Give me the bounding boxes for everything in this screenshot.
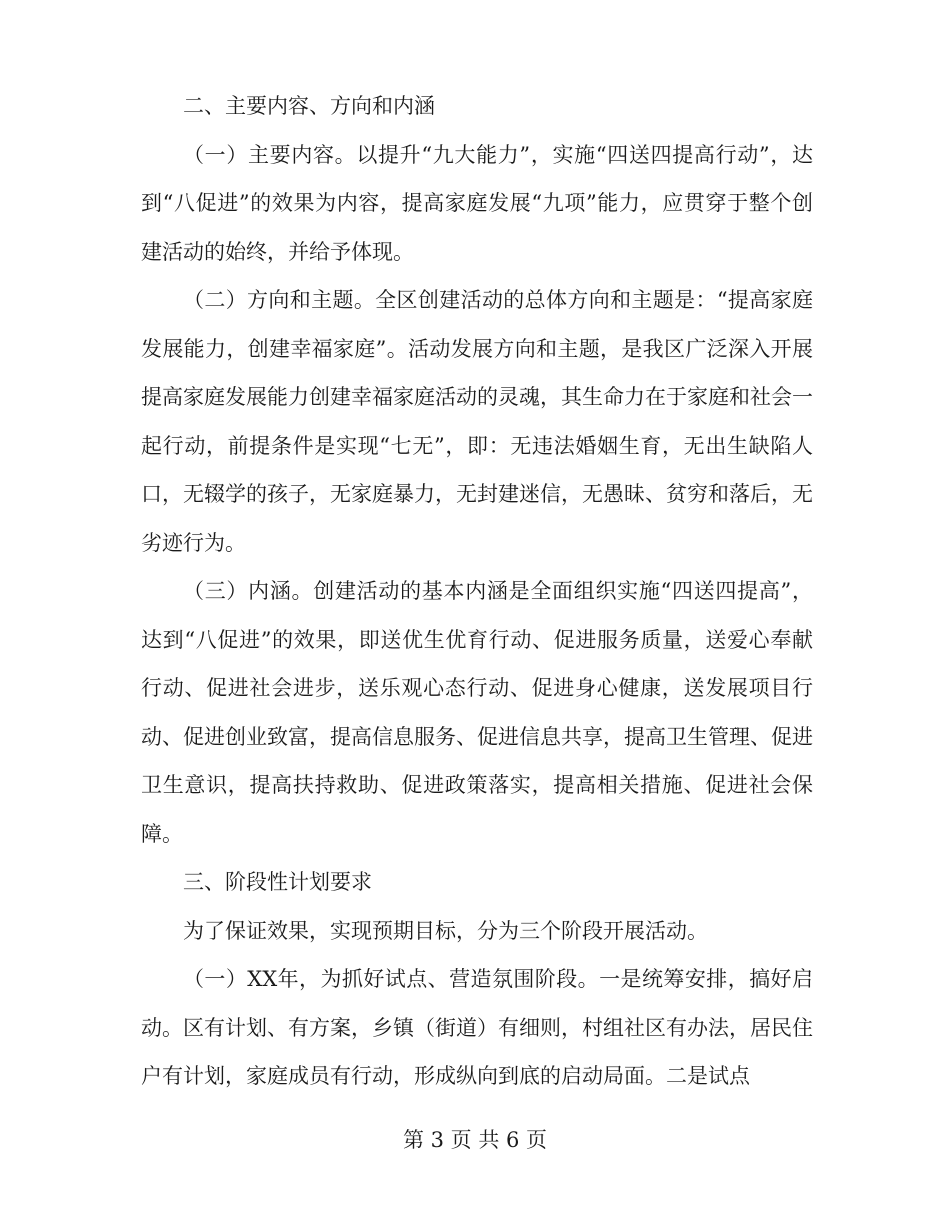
section-heading-phase-plan: 三、阶段性计划要求 bbox=[183, 870, 372, 894]
section-heading-main-content: 二、主要内容、方向和内涵 bbox=[183, 94, 435, 118]
paragraph-connotation: （三）内涵。创建活动的基本内涵是全面组织实施“四送四提高”，达到“八促进”的效果，即送优生优育行动、促进服务质量，送爱心奉献行动、促进社会进步，送乐观心态行动、促进身心健康，送发展项目行动、促进创业致富，提高信息服务、促进信息共享，提高卫生管理、促进卫生意识，提高扶持救助、促进政策落实，提高相关措施、促进社会保障。 bbox=[141, 579, 813, 846]
paragraph-phase-one: （一）XX年，为抓好试点、营造氛围阶段。一是统筹安排，搞好启动。区有计划、有方案，乡镇（街道）有细则，村组社区有办法，居民住户有计划，家庭成员有行动，形成纵向到底的启动局面。二是试点 bbox=[141, 967, 813, 1088]
page-number-footer: 第 3 页 共 6 页 bbox=[402, 1128, 548, 1152]
paragraph-phase-intro: 为了保证效果，实现预期目标，分为三个阶段开展活动。 bbox=[183, 918, 708, 943]
document-body bbox=[141, 82, 813, 1101]
paragraph-direction-theme: （二）方向和主题。全区创建活动的总体方向和主题是：“提高家庭发展能力，创建幸福家庭”。活动发展方向和主题，是我区广泛深入开展提高家庭发展能力创建幸福家庭活动的灵魂，其生命力在于家庭和社会一起行动，前提条件是实现“七无”，即：无违法婚姻生育，无出生缺陷人口，无辍学的孩子，无家庭暴力，无封建迷信，无愚昧、贫穷和落后，无劣迹行为。 bbox=[141, 288, 813, 555]
paragraph-main-content: （一）主要内容。以提升“九大能力”，实施“四送四提高行动”，达到“八促进”的效果为内容，提高家庭发展“九项”能力，应贯穿于整个创建活动的始终，并给予体现。 bbox=[141, 142, 813, 264]
